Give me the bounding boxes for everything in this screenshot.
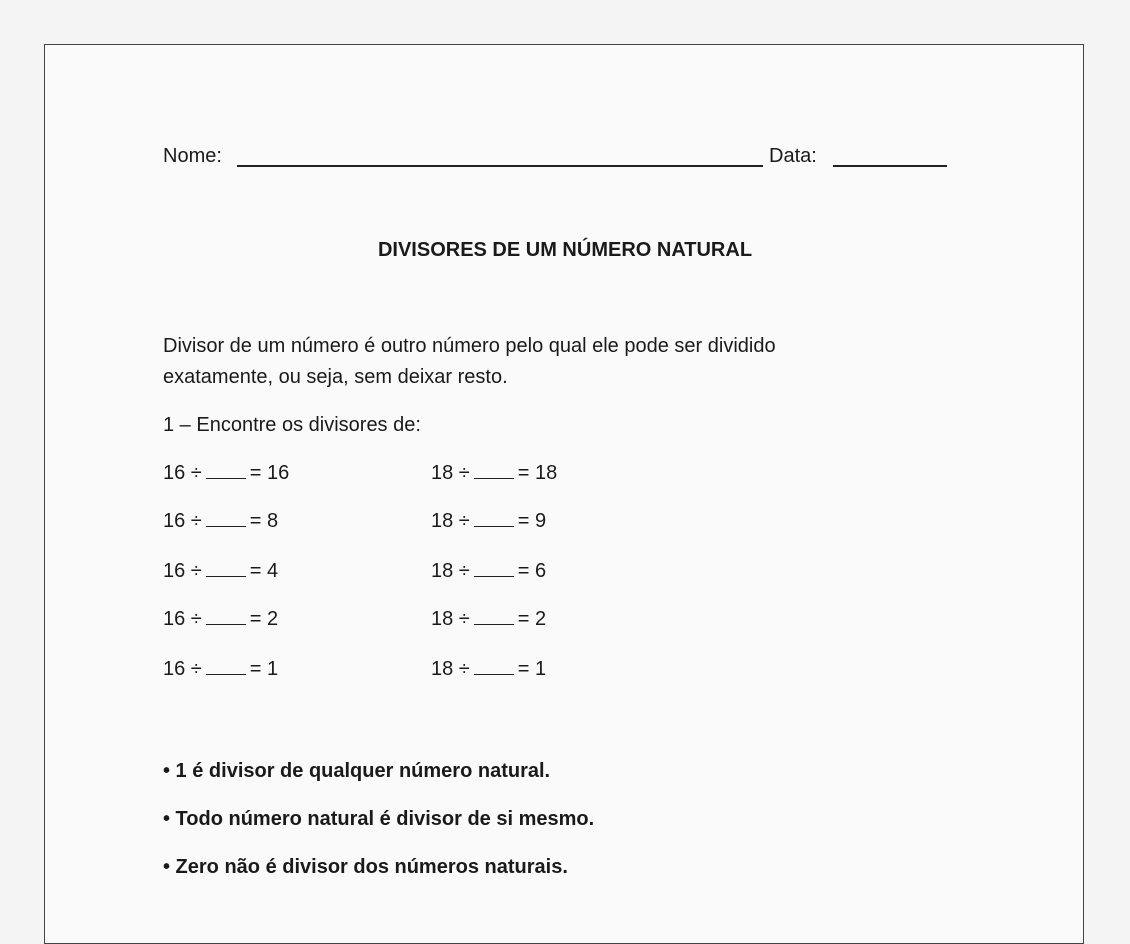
answer-blank[interactable]	[206, 656, 246, 675]
answer-blank[interactable]	[474, 508, 514, 527]
dividend: 18 ÷	[431, 510, 470, 532]
equation-right-5	[431, 655, 546, 683]
answer-blank[interactable]	[206, 508, 246, 527]
intro-line-1: Divisor de um número é outro número pelo qual ele pode ser dividido	[163, 335, 776, 357]
name-label: Nome:	[163, 145, 222, 167]
title-text: DIVISORES DE UM NÚMERO NATURAL	[377, 239, 753, 261]
dividend: 16 ÷	[163, 510, 202, 532]
dividend: 16 ÷	[163, 560, 202, 582]
header-line	[163, 141, 949, 171]
equation-left-2	[163, 507, 278, 535]
result: = 8	[249, 510, 279, 532]
result: = 4	[249, 560, 279, 582]
result: = 1	[517, 658, 547, 680]
dividend: 16 ÷	[163, 608, 202, 630]
dividend: 16 ÷	[163, 462, 202, 484]
worksheet-page	[44, 44, 1084, 944]
answer-blank[interactable]	[474, 606, 514, 625]
date-label: Data:	[769, 145, 817, 167]
answer-blank[interactable]	[474, 558, 514, 577]
equation-right-2	[431, 507, 546, 535]
equation-right-3	[431, 557, 546, 585]
rule-3: • Zero não é divisor dos números naturais.	[163, 856, 568, 878]
dividend: 18 ÷	[431, 658, 470, 680]
rule-1: • 1 é divisor de qualquer número natural.	[163, 760, 551, 782]
result: = 2	[249, 608, 279, 630]
intro-paragraph	[163, 331, 923, 393]
answer-blank[interactable]	[206, 460, 246, 479]
answer-blank[interactable]	[206, 558, 246, 577]
result: = 2	[517, 608, 547, 630]
dividend: 16 ÷	[163, 658, 202, 680]
rule-2: • Todo número natural é divisor de si mesmo.	[163, 808, 595, 830]
answer-blank[interactable]	[474, 656, 514, 675]
name-field[interactable]	[237, 165, 763, 167]
page-title	[45, 237, 1085, 263]
equation-left-3	[163, 557, 278, 585]
result: = 1	[249, 658, 279, 680]
dividend: 18 ÷	[431, 560, 470, 582]
equation-left-4	[163, 605, 278, 633]
answer-blank[interactable]	[474, 460, 514, 479]
exercise-instruction: 1 – Encontre os divisores de:	[163, 414, 421, 436]
equation-left-1	[163, 459, 289, 487]
result: = 16	[249, 462, 290, 484]
date-field[interactable]	[833, 165, 947, 167]
dividend: 18 ÷	[431, 462, 470, 484]
result: = 9	[517, 510, 547, 532]
result: = 18	[517, 462, 558, 484]
result: = 6	[517, 560, 547, 582]
intro-line-2: exatamente, ou seja, sem deixar resto.	[163, 366, 508, 388]
dividend: 18 ÷	[431, 608, 470, 630]
equation-right-4	[431, 605, 546, 633]
answer-blank[interactable]	[206, 606, 246, 625]
equation-left-5	[163, 655, 278, 683]
equation-right-1	[431, 459, 557, 487]
